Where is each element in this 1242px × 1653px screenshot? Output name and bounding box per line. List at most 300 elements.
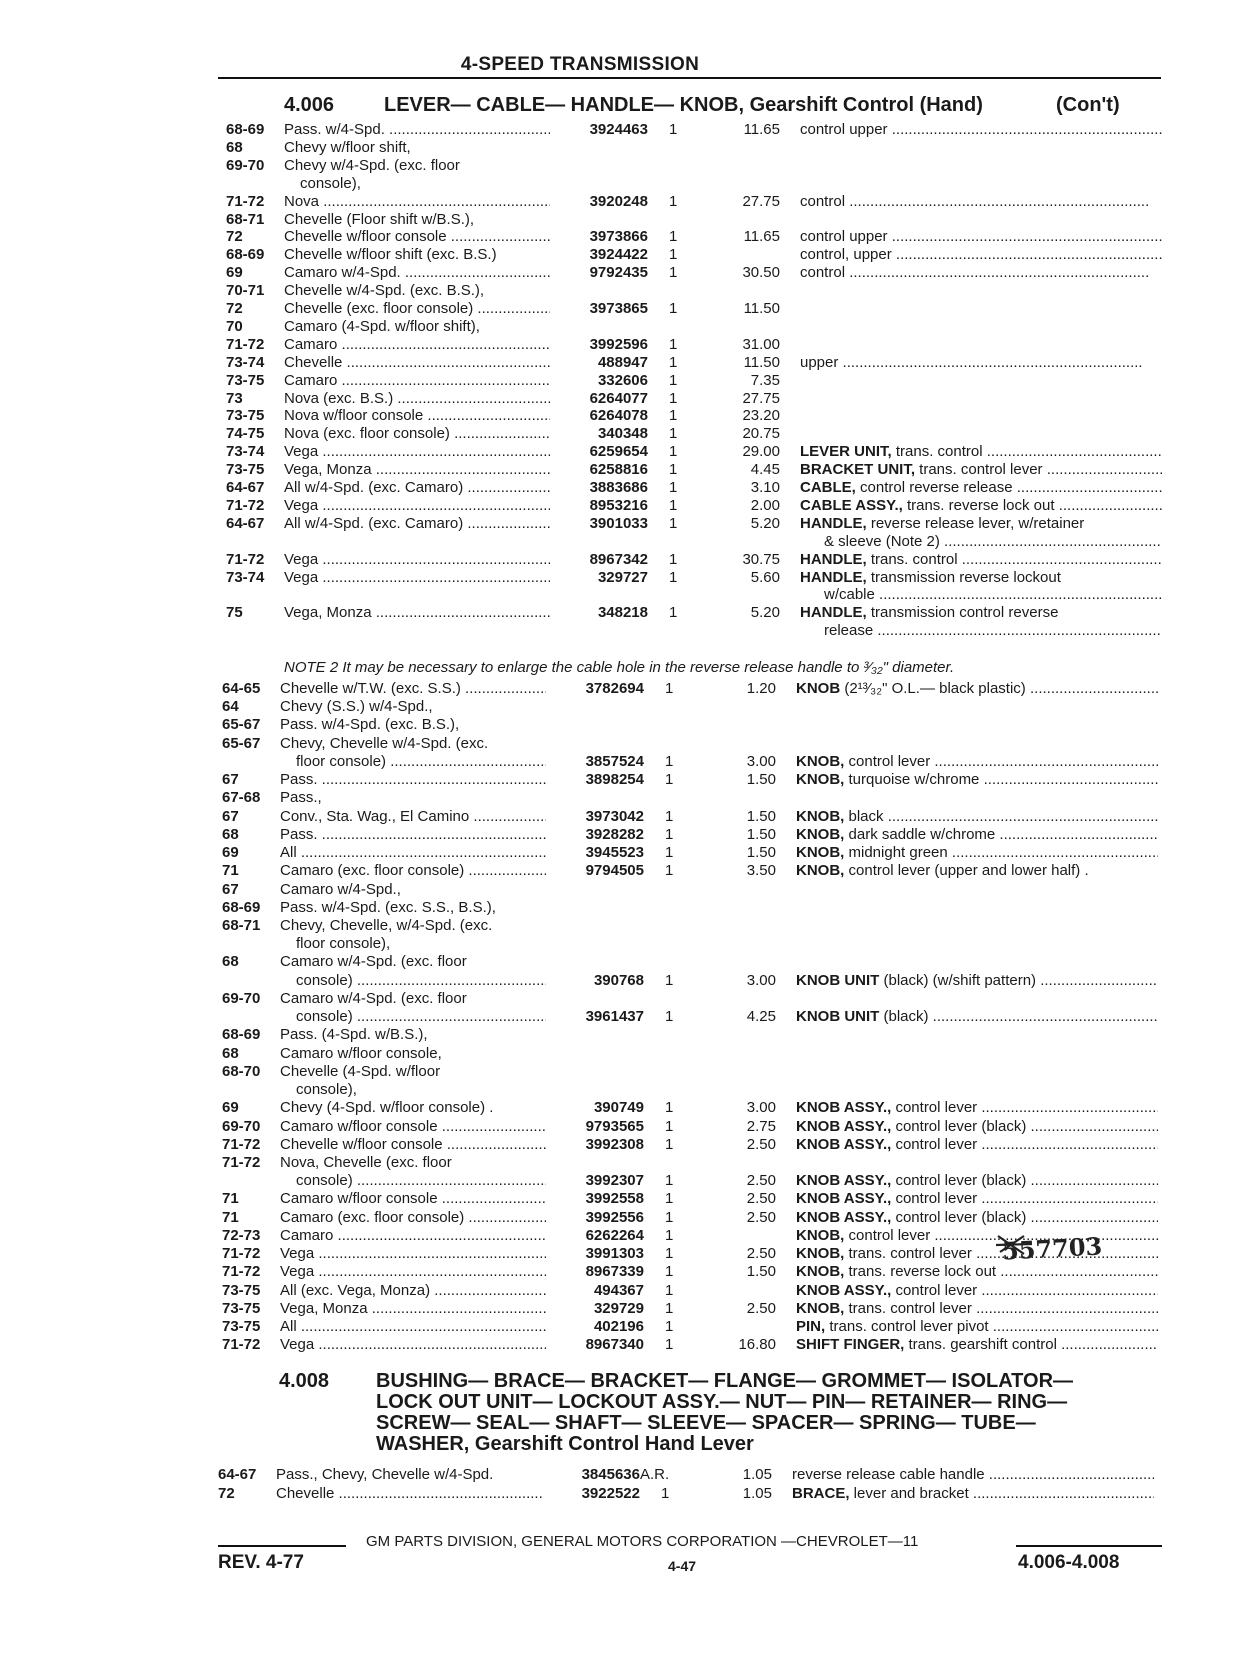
table-row	[0, 1045, 1238, 1064]
application-description: Chevelle (Floor shift w/B.S.),	[284, 210, 475, 228]
table-row	[0, 990, 1238, 1009]
price: 2.50	[746, 1172, 776, 1190]
part-number: 329729	[593, 1299, 644, 1317]
part-number: 8967339	[585, 1263, 644, 1281]
model-years: 68-69	[226, 246, 265, 264]
table-row	[0, 1136, 1238, 1155]
application-description: All .....	[280, 844, 546, 863]
part-number: 3945523	[585, 844, 644, 862]
quantity: 1	[665, 1299, 674, 1317]
price: 1.05	[742, 1484, 772, 1502]
application-description: console),	[296, 1081, 357, 1099]
part-detail: control lever	[844, 752, 931, 770]
part-description	[824, 622, 1162, 641]
part-detail: release	[824, 622, 874, 640]
part-name: KNOB,	[796, 752, 845, 770]
footer-section-range: 4.006-4.008	[1018, 1552, 1120, 1573]
part-name: KNOB ASSY.,	[796, 1208, 892, 1226]
application-description: Chevy (S.S.) w/4-Spd.,	[280, 698, 433, 716]
quantity: 1	[665, 752, 674, 770]
application-description: Camaro w/4-Spd.,	[280, 880, 401, 898]
table-row	[0, 1318, 1238, 1337]
model-years: 69-70	[222, 989, 261, 1007]
part-number: 3992558	[585, 1190, 644, 1208]
part-detail: control lever (black)	[891, 1117, 1027, 1135]
table-row	[0, 175, 1242, 194]
part-detail: control lever (black)	[891, 1208, 1027, 1226]
quantity: 1	[669, 264, 678, 282]
part-description	[796, 972, 1158, 991]
part-number: 6264077	[589, 389, 648, 407]
model-years: 71-72	[226, 496, 265, 514]
part-number: 9793565	[585, 1117, 644, 1135]
table-row	[0, 1099, 1238, 1118]
part-name: HANDLE,	[800, 568, 867, 586]
price: 20.75	[742, 425, 780, 443]
part-detail: trans. control lever	[844, 1245, 972, 1263]
model-years: 73-75	[226, 461, 265, 479]
quantity: 1	[669, 425, 678, 443]
part-description	[800, 515, 1162, 534]
part-number: 3883686	[589, 479, 648, 496]
part-name: KNOB ASSY.,	[796, 1135, 892, 1153]
price: 2.75	[746, 1117, 776, 1135]
part-number: 3901033	[589, 514, 648, 532]
part-number: 3961437	[585, 1008, 644, 1026]
table-row	[0, 121, 1242, 140]
part-description	[800, 551, 1162, 570]
table-row	[0, 300, 1242, 319]
part-name: KNOB,	[796, 1263, 845, 1281]
application-description: All w/4-Spd. (exc. Camaro) .....	[284, 479, 550, 498]
model-years: 67	[222, 880, 239, 898]
model-years: 69	[222, 1099, 239, 1117]
model-years: 72	[226, 228, 243, 246]
part-description	[792, 1485, 1154, 1504]
part-description	[796, 1118, 1158, 1137]
table-row	[0, 1190, 1238, 1209]
application-description: Chevy, Chevelle, w/4-Spd. (exc.	[280, 916, 493, 934]
part-number: 3992308	[585, 1135, 644, 1153]
part-description	[796, 1227, 1158, 1246]
price: 11.65	[743, 228, 780, 246]
application-description: floor console) .....	[296, 753, 546, 772]
model-years: 71	[222, 862, 239, 880]
section-continued: (Con't)	[1056, 94, 1120, 116]
table-row	[0, 622, 1242, 641]
table-row	[0, 407, 1242, 426]
price: 29.00	[742, 443, 780, 461]
price: 11.65	[743, 121, 780, 138]
part-detail: lever and bracket	[849, 1484, 969, 1502]
table-row	[0, 844, 1238, 863]
table-row	[0, 1172, 1238, 1191]
price: 30.75	[742, 550, 780, 568]
model-years: 68	[222, 1044, 239, 1062]
application-description: Camaro w/4-Spd. (exc. floor	[280, 989, 467, 1007]
part-name: CABLE,	[800, 479, 856, 496]
table-row	[0, 264, 1242, 283]
application-description: Chevy w/4-Spd. (exc. floor	[284, 156, 460, 174]
application-description: Camaro w/floor console,	[280, 1044, 442, 1062]
quantity: 1	[665, 971, 674, 989]
quantity: 1	[669, 443, 678, 461]
part-description	[796, 1099, 1158, 1118]
model-years: 70-71	[226, 282, 265, 300]
quantity: 1	[665, 1172, 674, 1190]
application-description: Vega .....	[284, 443, 550, 462]
section-number: 4.006	[284, 94, 335, 116]
part-description	[800, 264, 1162, 283]
quantity: 1	[665, 1245, 674, 1263]
application-description: Chevelle (4-Spd. w/floor	[280, 1062, 441, 1080]
price: 27.75	[742, 192, 780, 210]
table-row	[0, 753, 1238, 772]
quantity: 1	[669, 353, 678, 371]
part-number: 3924422	[589, 246, 648, 264]
part-name: KNOB,	[796, 807, 845, 825]
price: 2.50	[746, 1190, 776, 1208]
part-description	[800, 569, 1162, 588]
table-row	[0, 680, 1238, 699]
application-description: Pass. w/4-Spd. (exc. B.S.),	[280, 716, 460, 734]
quantity: 1	[669, 550, 678, 568]
application-description: Chevelle w/4-Spd. (exc. B.S.),	[284, 282, 485, 300]
model-years: 68	[222, 825, 239, 843]
price: 4.25	[746, 1008, 776, 1026]
model-years: 68	[226, 138, 243, 156]
part-description	[796, 1209, 1158, 1228]
application-description: Chevy (4-Spd. w/floor console) .	[280, 1099, 494, 1117]
application-description: console) .....	[296, 972, 546, 991]
part-detail: trans. control lever pivot	[825, 1318, 989, 1336]
table-row	[0, 771, 1238, 790]
model-years: 64	[222, 698, 239, 716]
application-description: Camaro w/4-Spd. .....	[284, 264, 550, 283]
part-number: 6258816	[589, 461, 648, 479]
model-years: 75	[226, 604, 243, 622]
part-name: CABLE ASSY.,	[800, 496, 903, 514]
table-row	[0, 1154, 1238, 1173]
model-years: 71-72	[222, 1336, 261, 1354]
application-description: Chevelle (exc. floor console) .....	[284, 300, 550, 319]
quantity: A.R.	[640, 1466, 670, 1483]
part-name: KNOB,	[796, 844, 845, 862]
model-years: 74-75	[226, 425, 265, 443]
model-years: 64-67	[226, 479, 265, 496]
part-description	[796, 1172, 1158, 1191]
part-detail: trans. control lever	[915, 461, 1043, 479]
part-number: 3973866	[589, 228, 648, 246]
model-years: 65-67	[222, 734, 261, 752]
application-description: floor console),	[296, 935, 391, 953]
part-number: 8953216	[589, 496, 648, 514]
model-years: 68-70	[222, 1062, 261, 1080]
part-name: KNOB,	[796, 1299, 845, 1317]
table-row	[0, 917, 1238, 936]
part-detail: transmission reverse lockout	[866, 568, 1061, 586]
part-number: 6262264	[585, 1226, 644, 1244]
part-detail: (black)	[879, 1008, 929, 1026]
quantity: 1	[665, 1117, 674, 1135]
application-description: Chevelle .....	[284, 354, 550, 373]
part-detail: reverse release cable handle	[792, 1466, 985, 1483]
part-name: KNOB,	[796, 771, 845, 789]
quantity: 1	[665, 1336, 674, 1354]
part-detail: midnight green	[844, 844, 948, 862]
quantity: 1	[665, 1226, 674, 1244]
part-detail: control lever (black)	[891, 1172, 1027, 1190]
part-number: 390768	[593, 971, 644, 989]
table-row	[0, 881, 1238, 900]
model-years: 73-75	[222, 1299, 261, 1317]
part-name: HANDLE,	[800, 550, 867, 568]
quantity: 1	[665, 1135, 674, 1153]
model-years: 71-72	[222, 1153, 261, 1171]
part-detail: control lever	[891, 1099, 978, 1117]
quantity: 1	[669, 496, 678, 514]
footer-page-number: 4-47	[668, 1558, 697, 1574]
application-description: Camaro (exc. floor console) .....	[280, 862, 546, 881]
part-number: 6264078	[589, 407, 648, 425]
price: 11.50	[743, 353, 780, 371]
application-description: Camaro .....	[284, 372, 550, 391]
table-row	[0, 246, 1242, 265]
table-row	[0, 789, 1238, 808]
part-detail: black	[844, 807, 884, 825]
part-number: 348218	[597, 604, 648, 622]
part-detail: control upper	[800, 121, 888, 138]
table-row	[0, 443, 1242, 462]
application-description: Conv., Sta. Wag., El Camino .....	[280, 808, 546, 827]
part-description	[796, 1008, 1158, 1027]
application-description: console) .....	[296, 1172, 546, 1191]
application-description: Vega .....	[280, 1336, 546, 1355]
application-description: Nova (exc. floor console) .....	[284, 425, 550, 444]
price: 2.50	[746, 1208, 776, 1226]
price: 1.50	[746, 807, 776, 825]
application-description: All .....	[280, 1318, 546, 1337]
table-row	[0, 282, 1242, 301]
model-years: 69-70	[222, 1117, 261, 1135]
header-rule	[218, 77, 1161, 79]
application-description: Vega, Monza .....	[280, 1300, 546, 1319]
price: 5.20	[750, 514, 780, 532]
application-description: All w/4-Spd. (exc. Camaro) .....	[284, 515, 550, 534]
application-description: Chevelle w/floor console .....	[284, 228, 550, 247]
price: 7.35	[750, 371, 780, 389]
part-number: 402196	[593, 1318, 644, 1336]
part-name: KNOB,	[796, 1226, 845, 1244]
quantity: 1	[669, 300, 678, 317]
part-description	[796, 1318, 1158, 1337]
application-description: Nova w/floor console .....	[284, 407, 550, 426]
table-row	[0, 479, 1242, 498]
section-title: LEVER— CABLE— HANDLE— KNOB, Gearshift Control (Hand)	[384, 94, 983, 116]
part-description	[796, 771, 1158, 790]
model-years: 71-72	[222, 1135, 261, 1153]
table-row	[0, 735, 1238, 754]
section-title-line: LOCK OUT UNIT— LOCKOUT ASSY.— NUT— PIN— RETAINER— RING—	[376, 1391, 1068, 1413]
model-years: 69	[226, 264, 243, 282]
table-row	[0, 228, 1242, 247]
price: 30.50	[742, 264, 780, 282]
model-years: 71-72	[222, 1245, 261, 1263]
part-detail: trans. control	[891, 443, 983, 461]
part-description	[796, 1336, 1158, 1355]
table-row	[0, 1263, 1238, 1282]
model-years: 71	[222, 1190, 239, 1208]
model-years: 69-70	[226, 156, 265, 174]
model-years: 68-69	[222, 1026, 261, 1044]
part-description	[800, 121, 1162, 140]
part-name: KNOB ASSY.,	[796, 1117, 892, 1135]
quantity: 1	[669, 389, 678, 407]
model-years: 67	[222, 807, 239, 825]
quantity: 1	[669, 121, 678, 138]
part-number: 3992307	[585, 1172, 644, 1190]
part-name: KNOB UNIT	[796, 1008, 880, 1026]
part-number: 3920248	[589, 192, 648, 210]
quantity: 1	[669, 407, 678, 425]
quantity: 1	[665, 1099, 674, 1117]
handwritten-annotation: 557703	[1001, 1231, 1103, 1266]
part-number: 390749	[593, 1099, 644, 1117]
application-description: Pass. .....	[280, 771, 546, 790]
quantity: 1	[669, 461, 678, 479]
part-number: 8967340	[585, 1336, 644, 1354]
model-years: 71-72	[226, 335, 265, 353]
part-description	[800, 228, 1162, 247]
part-number: 3992556	[585, 1208, 644, 1226]
application-description: Vega .....	[280, 1245, 546, 1264]
table-row	[0, 1209, 1238, 1228]
quantity: 1	[661, 1484, 670, 1502]
part-number: 3845636	[581, 1466, 640, 1483]
part-description	[796, 1190, 1158, 1209]
price: 5.20	[750, 604, 780, 622]
section-title-line: BUSHING— BRACE— BRACKET— FLANGE— GROMMET— ISOLATOR—	[376, 1370, 1074, 1392]
part-name: KNOB ASSY.,	[796, 1281, 892, 1299]
price: 16.80	[738, 1336, 776, 1354]
price: 27.75	[742, 389, 780, 407]
model-years: 65-67	[222, 716, 261, 734]
application-description: Camaro .....	[284, 336, 550, 355]
table-row	[0, 1081, 1238, 1100]
application-description: Pass.,	[280, 789, 322, 807]
part-name: HANDLE,	[800, 514, 867, 532]
model-years: 68-69	[226, 121, 265, 138]
model-years: 68-71	[226, 210, 265, 228]
application-description: Pass. w/4-Spd. .....	[284, 121, 550, 140]
application-description: Pass. w/4-Spd. (exc. S.S., B.S.),	[280, 898, 496, 916]
part-detail: control upper	[800, 228, 888, 246]
part-detail: trans. reverse lock out	[902, 496, 1055, 514]
model-years: 73-75	[222, 1281, 261, 1299]
application-description: Pass., Chevy, Chevelle w/4-Spd.	[276, 1466, 494, 1483]
model-years: 64-65	[222, 680, 261, 697]
part-detail: trans. reverse lock out	[844, 1263, 997, 1281]
part-description	[796, 1245, 1158, 1264]
table-row	[0, 425, 1242, 444]
footer-revision: REV. 4-77	[218, 1552, 304, 1573]
table-row	[0, 826, 1238, 845]
part-number: 329727	[597, 568, 648, 586]
model-years: 64-67	[226, 514, 265, 532]
part-description	[796, 1136, 1158, 1155]
model-years: 71	[222, 1208, 239, 1226]
price: 2.50	[746, 1135, 776, 1153]
application-description: console),	[300, 174, 361, 192]
model-years: 68	[222, 953, 239, 971]
price: 2.00	[750, 496, 780, 514]
application-description: Chevelle w/T.W. (exc. S.S.) .....	[280, 680, 546, 699]
table-row	[0, 1063, 1238, 1082]
part-number: 3857524	[585, 752, 644, 770]
table-row	[0, 604, 1242, 623]
table-row	[0, 698, 1238, 717]
section-title-line: SCREW— SEAL— SHAFT— SLEEVE— SPACER— SPRING— TUBE—	[376, 1412, 1036, 1434]
part-description	[796, 1300, 1158, 1319]
part-number: 3922522	[581, 1484, 640, 1502]
table-row	[0, 461, 1242, 480]
application-description: Vega, Monza .....	[284, 461, 550, 480]
part-detail: dark saddle w/chrome	[844, 825, 996, 843]
part-number: 3992596	[589, 335, 648, 353]
part-name: KNOB	[796, 680, 841, 697]
table-row	[0, 899, 1238, 918]
quantity: 1	[669, 371, 678, 389]
model-years: 67	[222, 771, 239, 789]
part-description	[796, 680, 1158, 699]
part-detail: control reverse release	[855, 479, 1013, 496]
part-name: SHIFT FINGER,	[796, 1336, 905, 1354]
quantity: 1	[669, 514, 678, 532]
part-description	[796, 1263, 1158, 1282]
table-row	[0, 497, 1242, 516]
part-description	[792, 1466, 1154, 1485]
model-years: 67-68	[222, 789, 261, 807]
price: 2.50	[746, 1245, 776, 1263]
part-description	[800, 193, 1162, 212]
table-row	[0, 1336, 1238, 1355]
table-row	[0, 336, 1242, 355]
part-name: KNOB ASSY.,	[796, 1190, 892, 1208]
table-row	[0, 1485, 1234, 1504]
model-years: 73-74	[226, 443, 265, 461]
quantity: 1	[669, 604, 678, 622]
part-number: 8967342	[589, 550, 648, 568]
application-description: Nova, Chevelle (exc. floor	[280, 1153, 452, 1171]
price: 1.20	[746, 680, 776, 697]
table-row	[0, 515, 1242, 534]
part-number: 3973865	[589, 300, 648, 317]
part-detail: upper	[800, 353, 839, 371]
table-row	[0, 157, 1242, 176]
application-description: Chevy, Chevelle w/4-Spd. (exc.	[280, 734, 489, 752]
table-row	[0, 935, 1238, 954]
application-description: Camaro w/floor console .....	[280, 1118, 546, 1137]
application-description: Vega, Monza .....	[284, 604, 550, 623]
part-detail: control	[800, 192, 846, 210]
model-years: 73-75	[226, 407, 265, 425]
model-years: 68-69	[222, 898, 261, 916]
part-description	[800, 497, 1162, 516]
part-detail: & sleeve (Note 2)	[824, 532, 940, 550]
price: 31.00	[742, 335, 780, 353]
application-description: All (exc. Vega, Monza) .....	[280, 1282, 546, 1301]
quantity: 1	[665, 771, 674, 789]
